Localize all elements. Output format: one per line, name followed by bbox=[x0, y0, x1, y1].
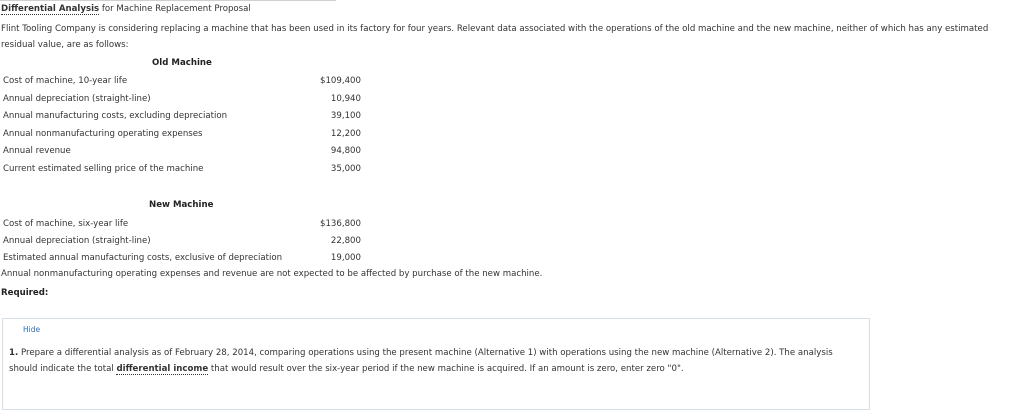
old-machine-heading: Old Machine bbox=[152, 58, 212, 68]
old-row-label: Annual depreciation (straight-line) bbox=[3, 94, 151, 104]
old-row-value: 39,100 bbox=[330, 111, 361, 121]
old-row-label: Annual manufacturing costs, excluding depreciation bbox=[3, 111, 228, 121]
new-machine-heading: New Machine bbox=[149, 200, 214, 210]
old-row-value: 12,200 bbox=[330, 129, 361, 139]
old-row-value: $109,400 bbox=[319, 76, 361, 86]
new-row-label: Annual depreciation (straight-line) bbox=[3, 236, 151, 246]
question-part1: Prepare a differential analysis as of February 28, 2014, comparing operations using the present machine (Alternative 1) with operations using the new machine (Alternative 2). The analysis should indicate the total bbox=[9, 348, 833, 374]
new-row-value: 19,000 bbox=[330, 253, 361, 263]
page-title bbox=[1, 4, 251, 14]
old-row-label: Annual revenue bbox=[3, 146, 71, 156]
new-row-value: 22,800 bbox=[330, 236, 361, 246]
title-rest: for Machine Replacement Proposal bbox=[99, 4, 251, 14]
required-label: Required: bbox=[1, 288, 49, 298]
differential-income-term[interactable]: differential income bbox=[116, 363, 209, 374]
new-row-label: Estimated annual manufacturing costs, exclusive of depreciation bbox=[3, 253, 283, 263]
question-panel bbox=[2, 318, 870, 410]
old-row-value: 10,940 bbox=[330, 94, 361, 104]
question-number: 1. bbox=[9, 348, 19, 358]
new-row-label: Cost of machine, six-year life bbox=[3, 219, 129, 229]
top-divider bbox=[0, 0, 336, 1]
old-row-value: 94,800 bbox=[330, 146, 361, 156]
title-glossary-term[interactable]: Differential Analysis bbox=[1, 4, 100, 14]
old-row-label: Cost of machine, 10-year life bbox=[3, 76, 128, 86]
old-row-label: Annual nonmanufacturing operating expenses bbox=[3, 129, 203, 139]
note-text: Annual nonmanufacturing operating expenses and revenue are not expected to be affected by purchase of the new machine. bbox=[1, 269, 543, 279]
question-text bbox=[9, 346, 861, 377]
question-part2: that would result over the six-year period if the new machine is acquired. If an amount is zero, enter zero "0". bbox=[208, 363, 684, 374]
new-row-value: $136,800 bbox=[319, 219, 361, 229]
intro-paragraph: Flint Tooling Company is considering replacing a machine that has been used in its factory for four years. Relevant data associated with the operations of the old machine and the new machine, neither of which has any estimated residual value, are as follows: bbox=[1, 24, 989, 50]
old-row-label: Current estimated selling price of the machine bbox=[3, 164, 204, 174]
old-row-value: 35,000 bbox=[330, 164, 361, 174]
hide-link[interactable]: Hide bbox=[23, 325, 41, 334]
